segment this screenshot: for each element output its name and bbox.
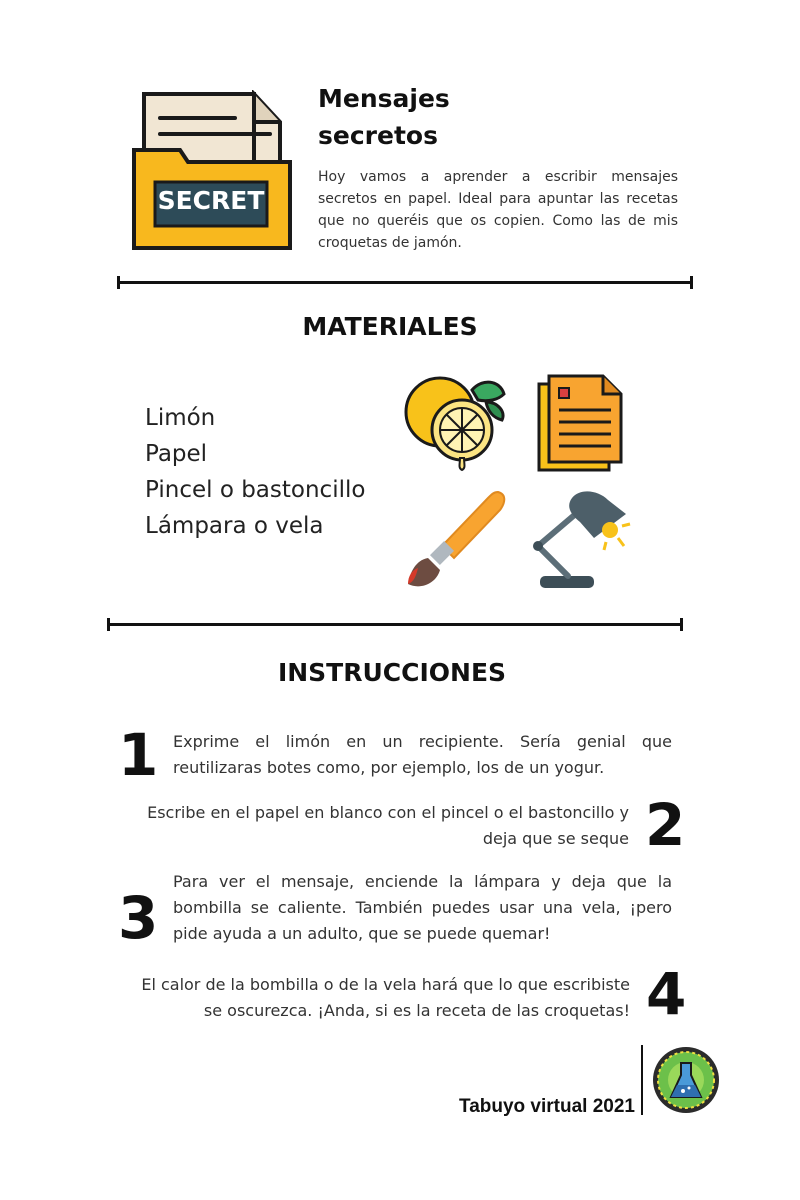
divider-top — [117, 281, 693, 284]
materials-heading: MATERIALES — [302, 312, 478, 341]
paintbrush-icon — [402, 486, 510, 592]
step-number-4: 4 — [646, 960, 687, 1028]
secret-folder-icon — [130, 90, 295, 252]
step-text-2: Escribe en el papel en blanco con el pincel o el bastoncillo y deja que se seque — [147, 803, 629, 848]
desk-lamp-icon — [528, 486, 634, 592]
step-text-1: Exprime el limón en un recipiente. Sería genial que reutilizaras botes como, por ejemplo, los de un yogur. — [173, 732, 672, 777]
intro-text: Hoy vamos a aprender a escribir mensajes secretos en papel. Ideal para apuntar las recetas que no queréis que os copien. Como las de mis croquetas de jamón. — [318, 169, 678, 251]
material-item: Lámpara o vela — [145, 513, 324, 539]
lemon-icon — [402, 372, 508, 474]
materials-list — [145, 400, 365, 544]
material-item: Pincel o bastoncillo — [145, 477, 366, 503]
material-item: Limón — [145, 405, 216, 431]
material-item: Papel — [145, 441, 208, 467]
camp-badge-logo — [651, 1045, 721, 1115]
step-number-3: 3 — [118, 884, 159, 952]
step-text-4: El calor de la bombilla o de la vela hará que lo que escribiste se oscurezca. ¡Anda, si es la receta de las croquetas! — [141, 975, 630, 1020]
step-text-3: Para ver el mensaje, enciende la lámpara y deja que la bombilla se caliente. También puedes usar una vela, ¡pero pide ayuda a un adulto, que se puede quemar! — [173, 872, 672, 943]
step-number-2: 2 — [645, 791, 686, 859]
secret-label: SECRET — [157, 186, 265, 215]
divider-middle — [107, 623, 683, 626]
footer-divider — [641, 1045, 643, 1115]
footer-text: Tabuyo virtual 2021 — [459, 1096, 635, 1117]
page-title: Mensajes secretos — [318, 84, 450, 150]
instructions-heading: INSTRUCCIONES — [277, 658, 507, 687]
step-number-1: 1 — [118, 721, 159, 789]
document-icon — [535, 372, 627, 474]
